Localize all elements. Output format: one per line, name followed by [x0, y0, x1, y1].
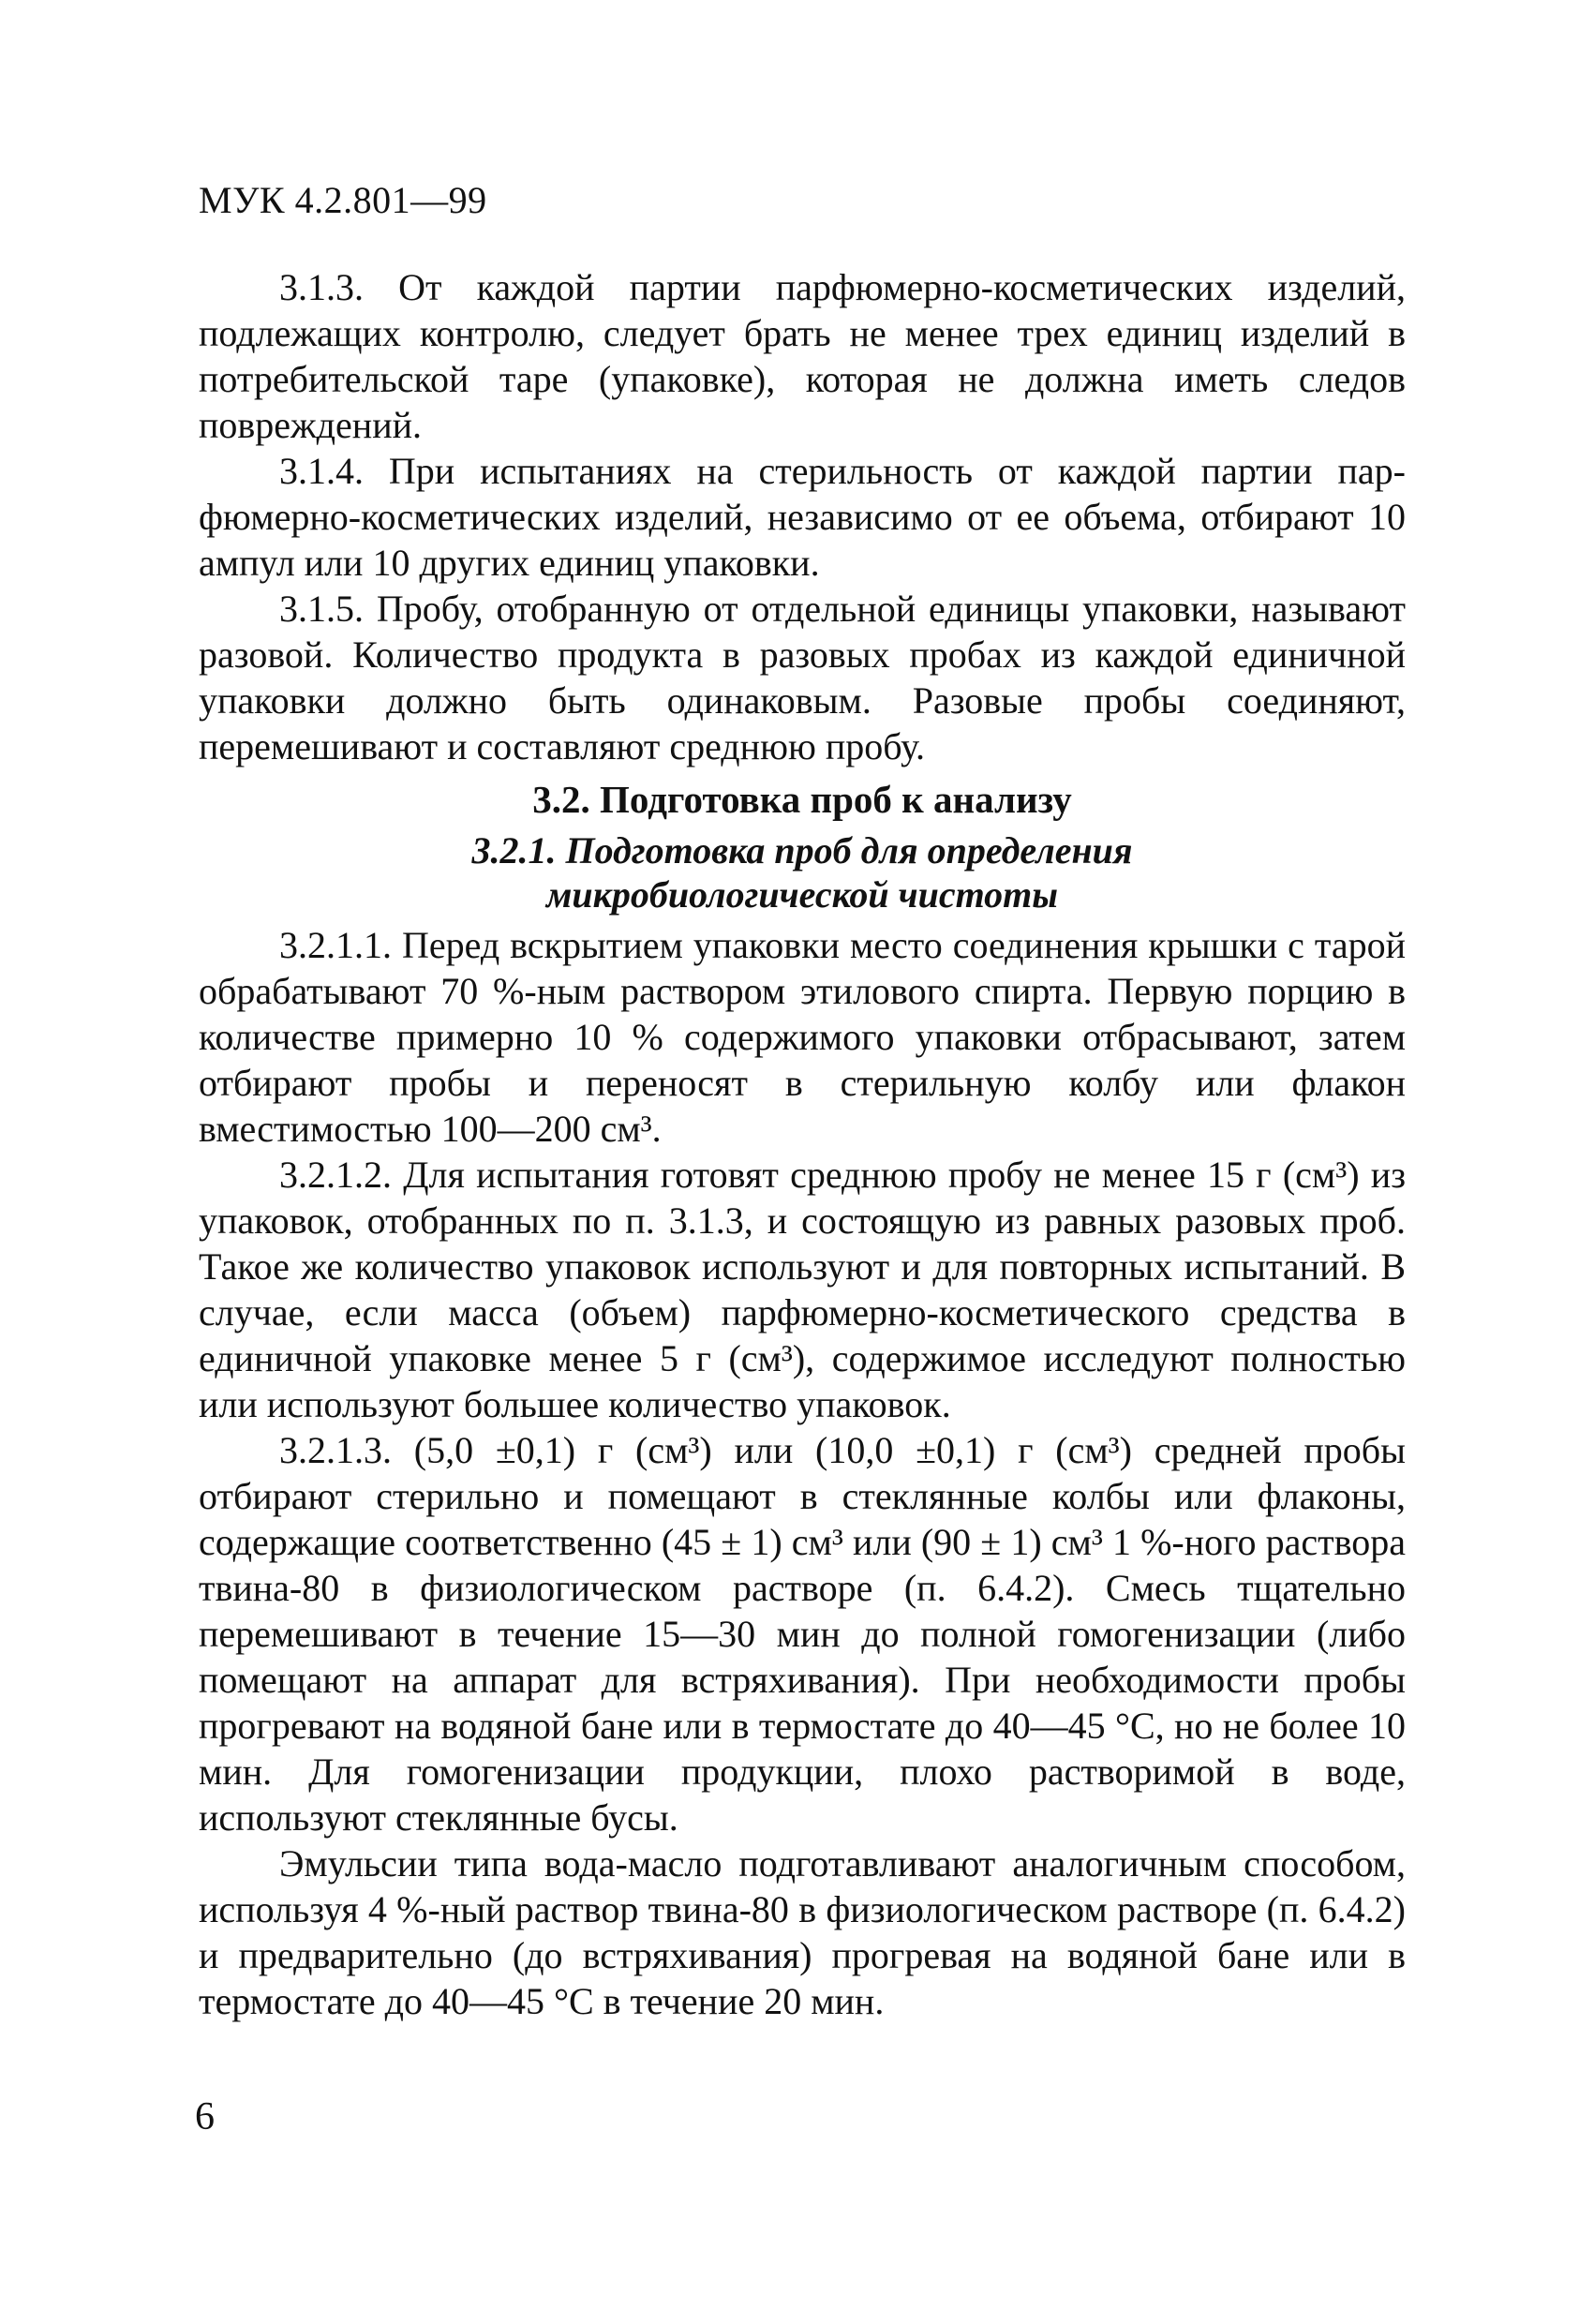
paragraph-3-1-5: 3.1.5. Пробу, отобранную от отдельной единицы упаковки, называют разовой. Количество продукта в разовых пробах из каждой единичной упаковки должно быть одинаковым. Разовые пробы соединяют, перемешивают и составляют среднюю пробу.	[199, 588, 1406, 767]
document-body	[199, 264, 1406, 2024]
paragraph-3-2-1-2: 3.2.1.2. Для испытания готовят среднюю пробу не менее 15 г (см³) из упаковок, отобранных по п. 3.1.3, и состоящую из равных разовых проб. Такое же количество упаковок используют и для повторных испытаний. В случае, если масса (объем) парфюмерно-косметического средства в единичной упаковке менее 5 г (см³), содержимое исследуют полностью или используют большее количество упаковок.	[199, 1154, 1406, 1425]
paragraph-3-1-3: 3.1.3. От каждой партии парфюмерно-косметических изделий, подлежащих контролю, следует брать не менее трех единиц изделий в потребительской таре (упаковке), которая не должна иметь следов повреждений.	[199, 266, 1406, 446]
page-number: 6	[195, 2095, 215, 2138]
subsection-title-3-2-1: 3.2.1. Подготовка проб для определения микробиологической чистоты	[471, 829, 1133, 916]
paragraph-3-2-1-3: 3.2.1.3. (5,0 ±0,1) г (см³) или (10,0 ±0,1) г (см³) средней пробы отбирают стерильно и помещают в стеклянные колбы или флаконы, содержащие соответственно (45 ± 1) см³ или (90 ± 1) см³ 1 %-ного раствора твина-80 в физиологическом растворе (п. 6.4.2). Смесь тщательно перемешивают в течение 15—30 мин до полной гомогенизации (либо помещают на аппарат для встряхивания). При необходимости пробы прогревают на водяной бане или в термостате до 40—45 °С, но не более 10 мин. Для гомогенизации продукции, плохо растворимой в воде, используют стеклянные бусы.	[199, 1429, 1406, 1839]
paragraph-emulsions: Эмульсии типа вода-масло подготавливают аналогичным способом, используя 4 %-ный раствор твина-80 в физиологическом растворе (п. 6.4.2) и предварительно (до встряхивания) прогревая на водяной бане или в термостате до 40—45 °С в течение 20 мин.	[199, 1842, 1406, 2022]
document-header-code: МУК 4.2.801—99	[199, 179, 487, 221]
paragraph-3-2-1-1: 3.2.1.1. Перед вскрытием упаковки место соединения крышки с тарой обрабатывают 70 %-ным раствором этилового спирта. Первую порцию в количестве примерно 10 % содержимого упаковки отбрасывают, затем отбирают пробы и переносят в стерильную колбу или флакон вместимостью 100—200 см³.	[199, 924, 1406, 1150]
section-title-3-2: 3.2. Подготовка проб к анализу	[532, 778, 1072, 821]
paragraph-3-1-4: 3.1.4. При испытаниях на стерильность от каждой партии парфюмерно-косметических изделий, независимо от ее объема, отбирают 10 ампул или 10 других единиц упаковки.	[199, 450, 1406, 584]
